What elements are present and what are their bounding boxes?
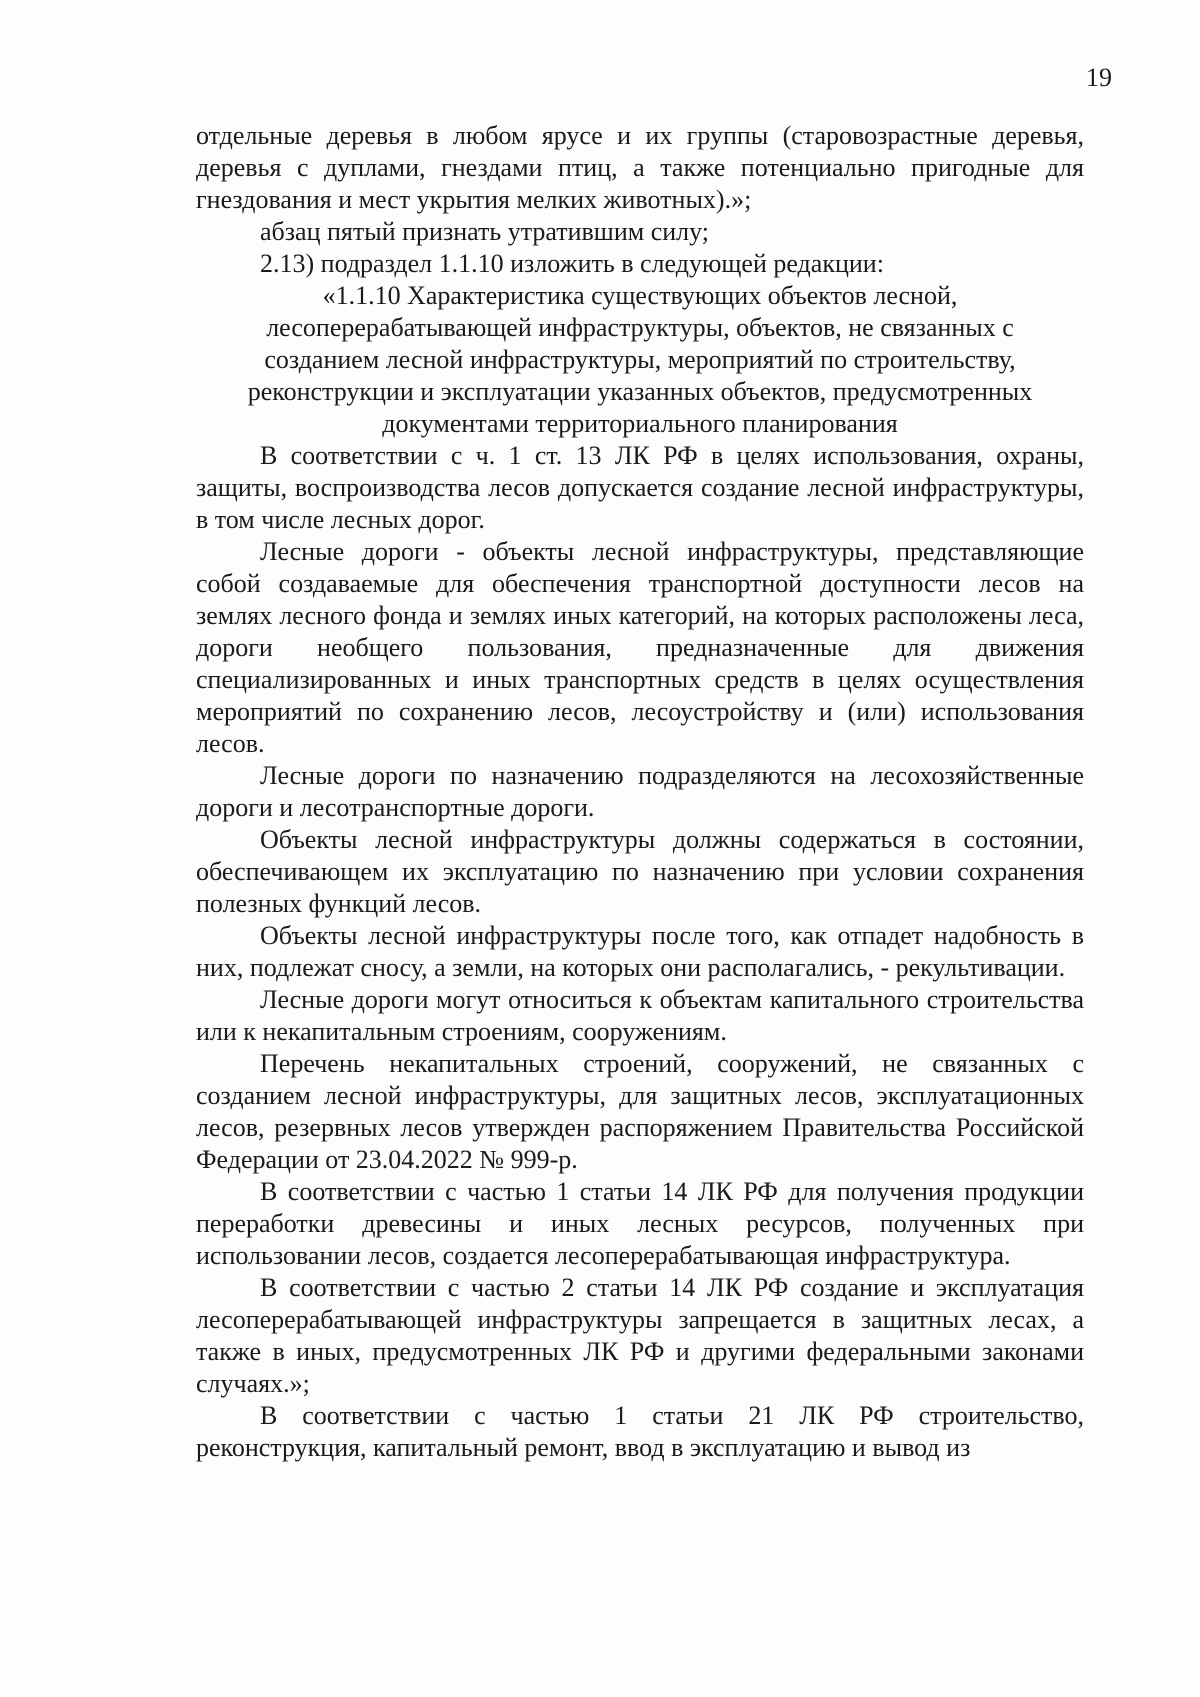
paragraph-repeal: абзац пятый признать утратившим силу;: [260, 217, 710, 246]
lead-paragraph: отдельные деревья в любом ярусе и их группы (старовозрастные деревья, деревья с дуплами, гнездами птиц, а также потенциально пригодные для гнездования и мест укрытия мелких животных).»;: [196, 121, 1084, 214]
page-number: 19: [1086, 63, 1112, 92]
paragraph: В соответствии с ч. 1 ст. 13 ЛК РФ в целях использования, охраны, защиты, воспроизводства лесов допускается создание лесной инфраструктуры, в том числе лесных дорог.: [196, 441, 1084, 534]
paragraph: Объекты лесной инфраструктуры после того, как отпадет надобность в них, подлежат сносу, а земли, на которых они располагались, - рекультивации.: [196, 921, 1084, 982]
heading-line: документами территориального планирования: [382, 409, 898, 438]
heading-line: «1.1.10 Характеристика существующих объектов лесной,: [322, 281, 958, 310]
heading-line: реконструкции и эксплуатации указанных объектов, предусмотренных: [247, 377, 1033, 406]
paragraph: В соответствии с частью 1 статьи 21 ЛК РФ строительство, реконструкция, капитальный ремонт, ввод в эксплуатацию и вывод из: [196, 1401, 1084, 1462]
paragraph: Лесные дороги могут относиться к объектам капитального строительства или к некапитальным строениям, сооружениям.: [196, 985, 1084, 1046]
paragraph: Перечень некапитальных строений, сооружений, не связанных с созданием лесной инфраструктуры, для защитных лесов, эксплуатационных лесов, резервных лесов утвержден распоряжением Правительства Российской Федерации от 23.04.2022 № 999-р.: [196, 1049, 1084, 1174]
paragraph-amendment: 2.13) подраздел 1.1.10 изложить в следующей редакции:: [260, 249, 884, 278]
paragraph: В соответствии с частью 2 статьи 14 ЛК РФ создание и эксплуатация лесоперерабатывающей инфраструктуры запрещается в защитных лесах, а также в иных, предусмотренных ЛК РФ и другими федеральными законами случаях.»;: [196, 1273, 1084, 1398]
heading-line: созданием лесной инфраструктуры, мероприятий по строительству,: [264, 345, 1016, 374]
document-body: [196, 120, 1084, 1464]
paragraph: Лесные дороги по назначению подразделяются на лесохозяйственные дороги и лесотранспортные дороги.: [196, 761, 1084, 822]
paragraph: Объекты лесной инфраструктуры должны содержаться в состоянии, обеспечивающем их эксплуатацию по назначению при условии сохранения полезных функций лесов.: [196, 825, 1084, 918]
paragraph: Лесные дороги - объекты лесной инфраструктуры, представляющие собой создаваемые для обеспечения транспортной доступности лесов на землях лесного фонда и землях иных категорий, на которых расположены леса, дороги необщего пользования, предназначенные для движения специализированных и иных транспортных средств в целях осуществления мероприятий по сохранению лесов, лесоустройству и (или) использования лесов.: [196, 537, 1084, 758]
section-heading: [196, 280, 1084, 440]
paragraph: В соответствии с частью 1 статьи 14 ЛК РФ для получения продукции переработки древесины и иных лесных ресурсов, полученных при использовании лесов, создается лесоперерабатывающая инфраструктура.: [196, 1177, 1084, 1270]
heading-line: лесоперерабатывающей инфраструктуры, объектов, не связанных с: [266, 313, 1014, 342]
